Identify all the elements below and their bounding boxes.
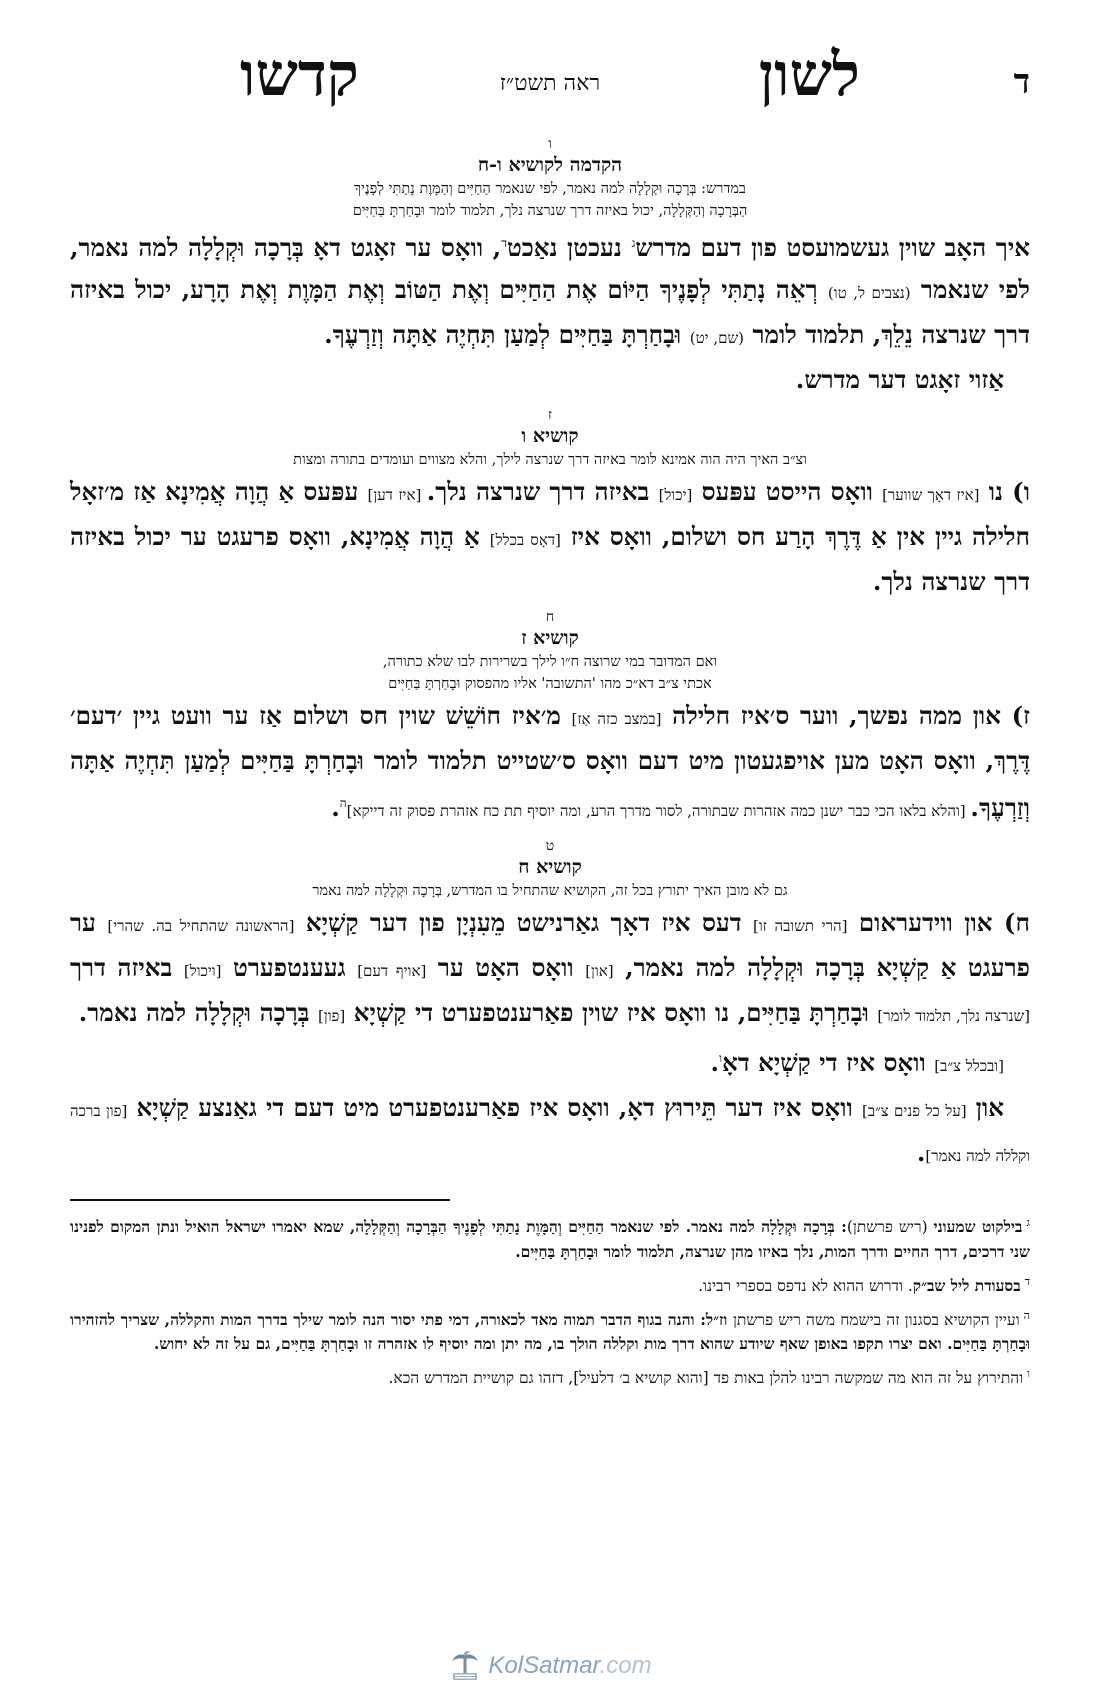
section-title: קושיא ז: [521, 627, 579, 650]
site-logo[interactable]: [0, 1646, 1100, 1686]
section-subtitle: ואם המדובר במי שרוצה ח״ו לילך בשרירות לבו שלא כתורה,: [382, 654, 718, 671]
footnote-ref[interactable]: ד: [501, 236, 507, 250]
section-number: ט: [545, 838, 555, 855]
body-paragraph: און [על כל פנים צ״ב] וואָס איז דער תֵּירוּץ דאָ, וואָס איז פאַרענטפערט מיט דעם די גאַנצע קַשְׁיָא [פון ברכה וקללה למה נאמר].: [70, 1093, 1030, 1168]
section-number: ז: [548, 407, 552, 424]
section-subtitle: וצ״ב האיך היה הוה אמינא לומר באיזה דרך שנרצה לילך, והלא מצווים ועומדים בתורה ומצות: [293, 452, 807, 469]
section-title: קושיא ח: [518, 856, 582, 879]
section-subtitle: אכתי צ״ב דא״כ מהו 'התשובה' אליו מהפסוק וּבָחַרְתָּ בַּחַיִּים: [388, 676, 712, 693]
section-subtitle: במדרש: בְּרָכָה וּקְלָלָה למה נאמר, לפי שנאמר הַחַיִּים וְהַמָּוֶת נָתַתִּי לְפָנֶיךָ: [354, 181, 746, 197]
section-subtitle: הַבְּרָכָה וְהַקְּלָלָה, יכול באיזה דרך שנרצה נלך, תלמוד לומר וּבָחַרְתָּ בַּחַיִּים: [352, 203, 748, 219]
palm-tree-icon: [448, 1649, 482, 1683]
body-paragraph: ח) און ווידעראום [הרי תשובה זו] דעס איז דאָך גאַרנישט מֵעִנְיָן פון דער קַשְׁיָא [הראשונה שהתחיל בה. שהרי] ער פרעגט אַ קַשְׁיָא בְּרָכָה וּקְלָלָה למה נאמר, [און] וואָס האָט ער [אויף דעם] געענטפערט [ויכול] באיזה דרך [שנרצה נלך, תלמוד לומר] וּבָחַרְתָּ בַּחַיִּים, נו וואָס איז שוין פאַרענטפערט די קַשְׁיָא [פון] בְּרָכָה וּקְלָלָה למה נאמר.: [70, 908, 1031, 1028]
parsha-label: ראה תשט״ז: [499, 71, 601, 96]
body-paragraph: איך האָב שוין געשמועסט פון דעם מדרש$^ג$ נעכטן נאַכט$^ד$, וואָס ער זאָגט דאָ בְּרָכָה וּקְלָלָה למה נאמר, לפי שנאמר (נצבים ל, טו) רְאֵה נָתַתִּי לְפָנֶיךָ הַיּוֹם אֶת הַחַיִּים וְאֶת הַטּוֹב וְאֶת הַמָּוֶת וְאֶת הָרָע, יכול באיזה דרך שנרצה נֵלֵךְ, תלמוד לומר (שם, יט) וּבָחַרְתָּ בַּחַיִּים לְמַעַן תִּחְיֶה אַתָּה וְזַרְעֶךָ.: [70, 233, 1030, 350]
book-title-left: קדשו: [240, 40, 359, 110]
section-subtitle: גם לא מובן האיך יתורץ בכל זה, הקושיא שהתחיל בו המדרש, בְּרָכָה וּקְלָלָה למה נאמר: [312, 883, 788, 900]
body-paragraph: ז) און ממה נפשך, ווער ס׳איז חלילה [במצב כזה אַז] מ׳איז חוֹשֵׁשׁ שוין חס ושלום אַז ער וועט גיין ׳דעם׳ דֶּרֶךְ, וואָס האָט מען אויפגעטון מיט דעם וואָס ס׳שטייט תלמוד לומר וּבָחַרְתָּ בַּחַיִּים לְמַעַן תִּחְיֶה אַתָּה וְזַרְעֶךָ. [והלא בלאו הכי כבר ישנן כמה אזהרות שבתורה, לסור מדרך הרע, ומה יוסיף תת כח אזהרת פסוק זה דייקא]$^ה$.: [70, 701, 1031, 823]
logo-text: KolSatmar.com: [488, 1652, 652, 1679]
section-title: הקדמה לקושיא ו-ח: [477, 154, 623, 176]
footnote-ref[interactable]: ג: [631, 236, 636, 250]
body-paragraph: ו) נו [איז דאָך שווער] וואָס הייסט עפּעס [יכול] באיזה דרך שנרצה נלך. [איז דען] עפּעס אַ הֲוָה אֲמִינָא אַז מ׳זאָל חלילה גיין אין אַ דֶּרֶךְ הָרַע חס ושלום, וואָס איז [דאָס בכלל] אַ הֲוָה אֲמִינָא, וואָס פרעגט ער יכול באיזה דרך שנרצה נלך.: [70, 477, 1030, 597]
page-number: ד: [1013, 62, 1030, 102]
page-header: [70, 40, 1030, 130]
footnote: $^ה$ועיין הקושיא בסגנון זה בישמח משה ריש פרשתן וז״ל: והנה בגוף הדבר תמוה מאד לכאורה, דמי פתי יסור הנה לומר שילך בדרך המות והקללה, שצריך להזהירו וּבָחַרְתָּ בַּחַיִּים. ואם יצרו תקפו באופן שאף שיודע שהוא דרך מות וקללה הולך בו, מה יתן ומה יוסיף לו אזהרה זו וּבָחַרְתָּ בַּחַיִּים, גם על זה לא יחוש.: [70, 1308, 1030, 1353]
section-number: ו: [548, 136, 552, 152]
footnote-divider: [70, 1199, 450, 1201]
book-title-right: לשון: [758, 40, 860, 110]
footnote: $^ג$בילקוט שמעוני (ריש פרשתן): בְּרָכָה וּקְלָלָה למה נאמר. לפי שנאמר הַחַיִּים וְהַמָּוֶת נָתַתִּי לְפָנֶיךָ הַבְּרָכָה וְהַקְּלָלָה, שמא יאמרו ישראל הואיל ונתן המקום לפנינו שני דרכים, דרך החיים ודרך המות, נלך באיזו מהן שנרצה, תלמוד לומר וּבָחַרְתָּ בַּחַיִּים.: [70, 1216, 1030, 1261]
footnote: $^ד$בסעודת ליל שב״ק. ודרוש ההוא לא נדפס בספרי רבינו.: [698, 1274, 1030, 1295]
section-title: קושיא ו: [521, 425, 579, 448]
footnote-ref[interactable]: ו: [719, 1051, 723, 1066]
body-paragraph: אַזוי זאָגט דער מדרש.: [795, 365, 1004, 395]
body-paragraph: [ובכלל צ״ב] וואָס איז די קַשְׁיָא דאָ$^ו$.: [710, 1048, 1004, 1078]
footnote: $^ו$והתירוץ על זה הוא מה שמקשה רבינו להלן באות פד [והוא קושיא ב׳ דלעיל], דזהו גם קושיית המדרש הכא.: [388, 1366, 1030, 1388]
footnote-ref[interactable]: ה: [339, 796, 347, 811]
section-number: ח: [545, 609, 555, 626]
